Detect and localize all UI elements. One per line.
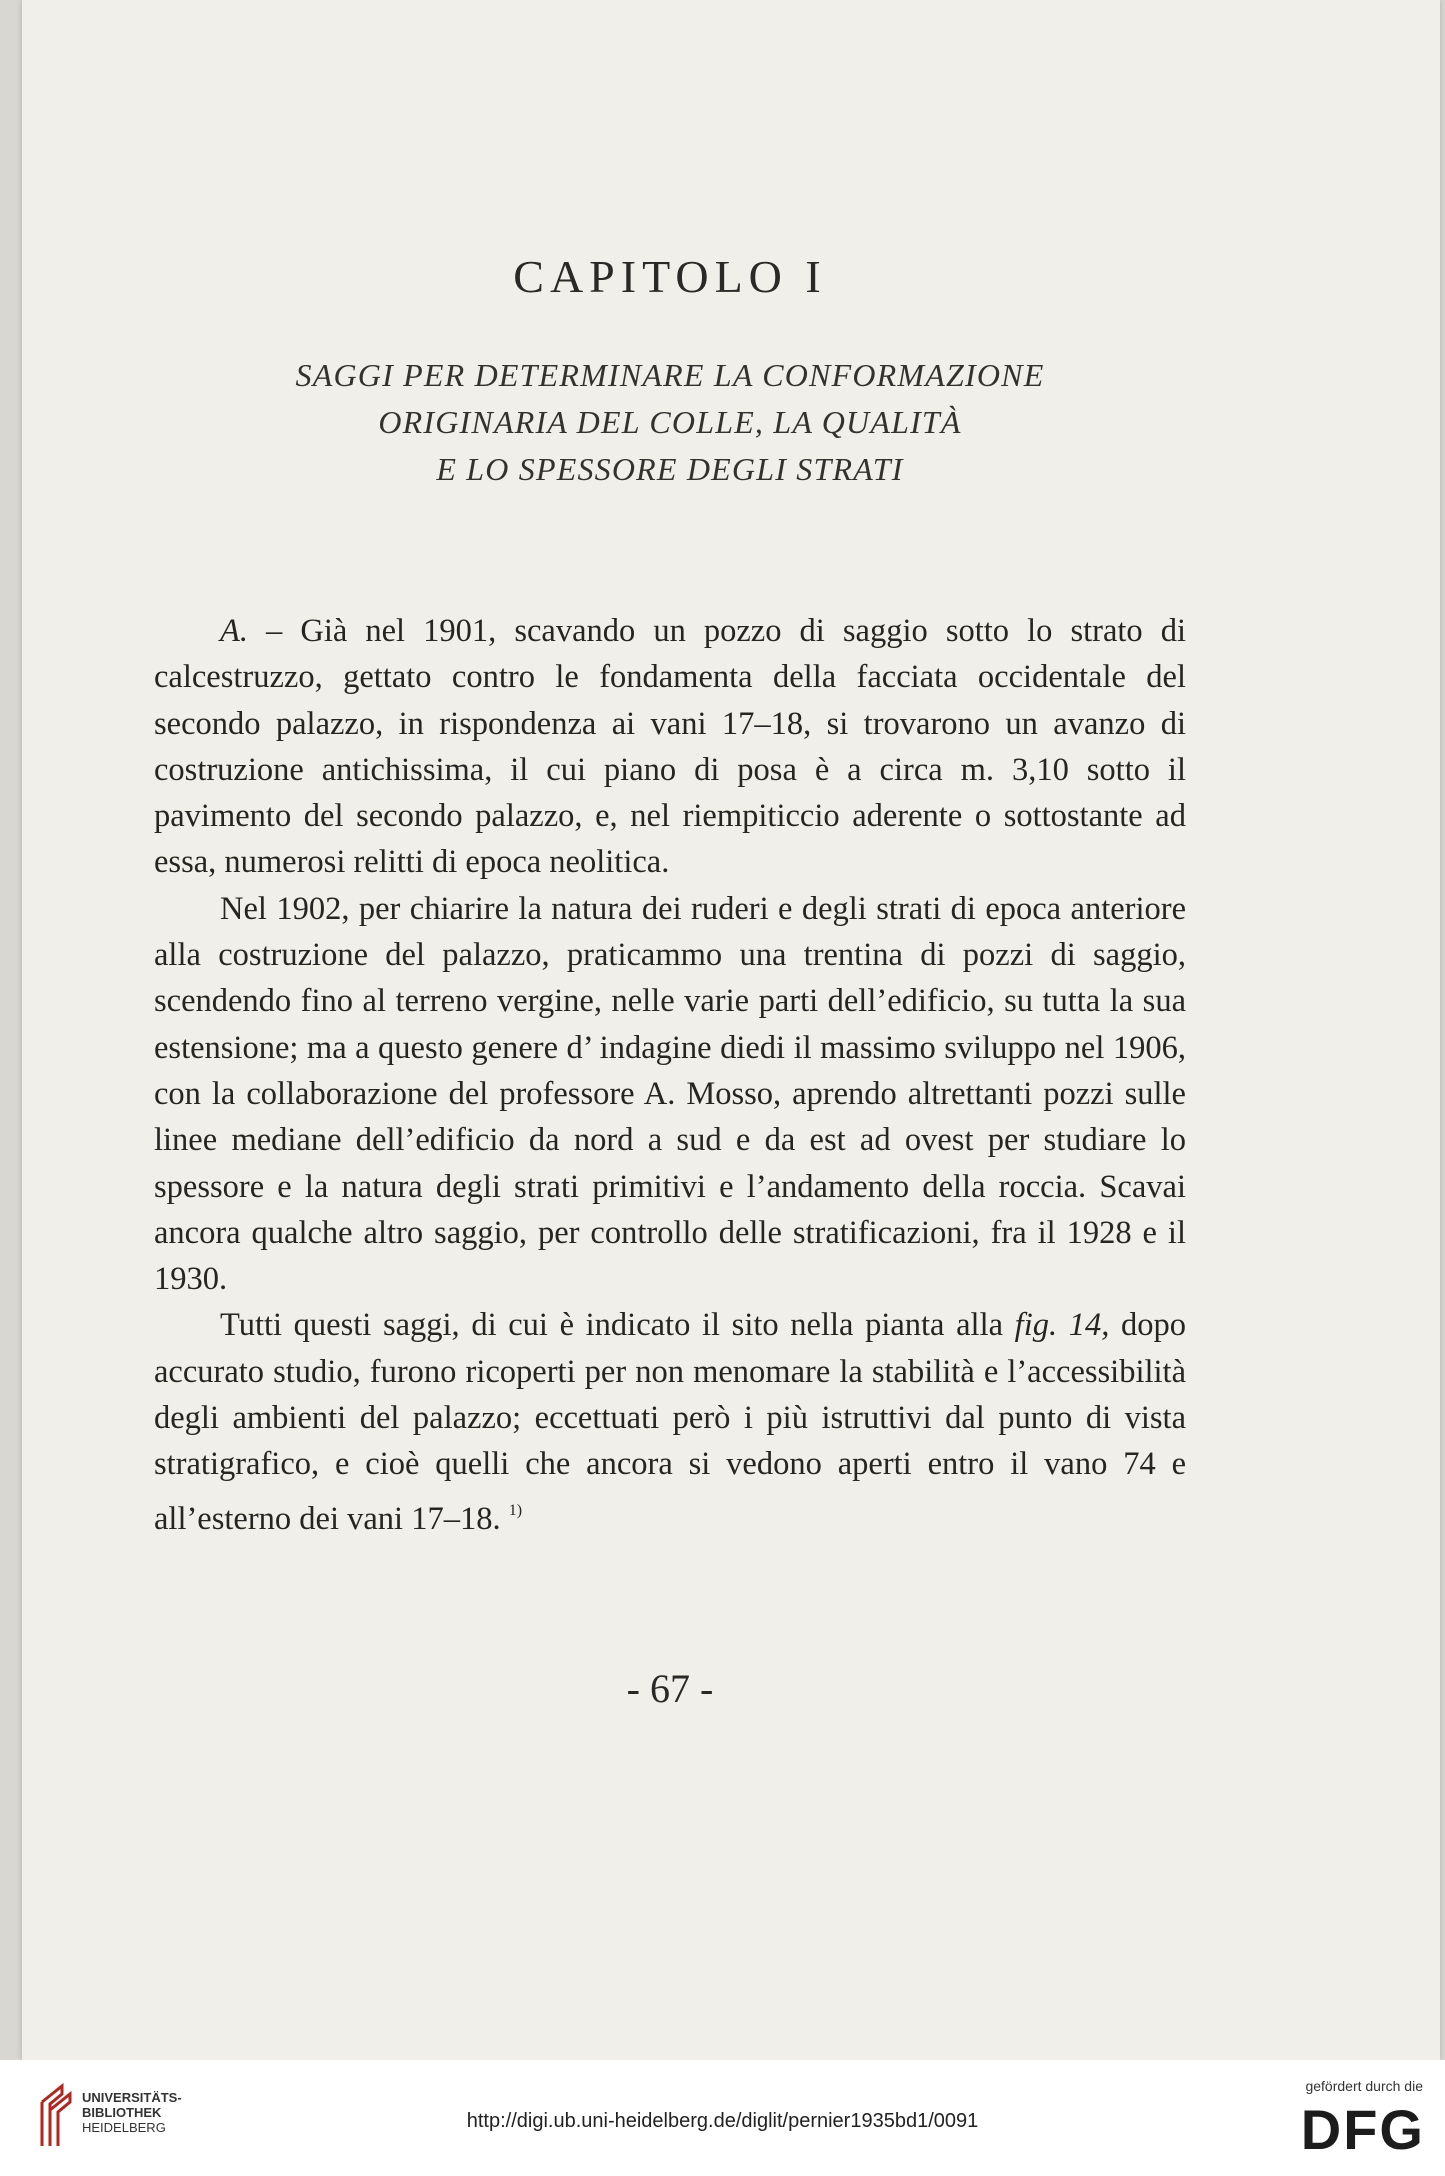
- section-letter: A.: [220, 613, 248, 649]
- paragraph: [154, 608, 1186, 886]
- subtitle-line: SAGGI PER DETERMINARE LA CONFORMAZIONE: [295, 357, 1045, 393]
- footer-bar: [0, 2060, 1445, 2176]
- body-text: [154, 608, 1186, 1542]
- paragraph: Nel 1902, per chiarire la natura dei ruderi e degli strati di epoca anteriore alla costruzione del palazzo, praticammo una trentina di pozzi di saggio, scendendo fino al terreno vergine, nelle varie parti dell’edificio, su tutta la sua estensione; ma a questo genere d’ indagine diedi il massimo sviluppo nel 1906, con la collaborazione del professore A. Mosso, aprendo altrettanti pozzi sulle linee mediane dell’edificio da nord a sud e da est ad ovest per studiare lo spessore e la natura degli strati primitivi e l’andamento della roccia. Scavai ancora qualche altro saggio, per controllo delle stratificazioni, fra il 1928 e il 1930.: [154, 890, 1186, 1298]
- book-page: [22, 0, 1440, 2060]
- library-name-line: UNIVERSITÄTS-: [82, 2090, 182, 2105]
- chapter-heading: CAPITOLO I: [513, 251, 827, 302]
- page-number: - 67 -: [626, 1666, 714, 1711]
- chapter-subtitle: [154, 352, 1186, 493]
- paragraph: [154, 1302, 1186, 1541]
- subtitle-line: E LO SPESSORE DEGLI STRATI: [436, 451, 904, 487]
- funding-note: gefördert durch die: [1305, 2078, 1423, 2094]
- library-name-line: BIBLIOTHEK: [82, 2105, 162, 2120]
- subtitle-line: ORIGINARIA DEL COLLE, LA QUALITÀ: [378, 404, 962, 440]
- paragraph-text: dopo accurato studio, furono ricoperti per non menomare la stabilità e l’accessibilità degli ambienti del palazzo; eccettuati però i più istruttivi dal punto di vista stratigrafico, e cioè quelli che ancora si vedono aperti entro il vano 74 e all’esterno dei vani 17–18.: [154, 1307, 1187, 1537]
- dfg-logo: DFG: [1300, 2098, 1425, 2161]
- footnote-marker: 1): [508, 1501, 523, 1519]
- paragraph-text: – Già nel 1901, scavando un pozzo di saggio sotto lo strato di calcestruzzo, gettato contro le fondamenta della facciata occidentale del secondo palazzo, in rispondenza ai vani 17–18, si trovarono un avanzo di costruzione antichissima, il cui piano di posa è a circa m. 3,10 sotto il pavimento del secondo palazzo, e, nel riempiticcio aderente o sottostante ad essa, numerosi relitti di epoca neolitica.: [154, 613, 1186, 881]
- library-name-line: HEIDELBERG: [82, 2120, 166, 2135]
- figure-reference: fig. 14,: [1014, 1307, 1110, 1344]
- permalink-url[interactable]: http://digi.ub.uni-heidelberg.de/diglit/pernier1935bd1/0091: [466, 2110, 979, 2132]
- paragraph-text: Tutti questi saggi, di cui è indicato il sito nella pianta alla: [220, 1307, 1015, 1344]
